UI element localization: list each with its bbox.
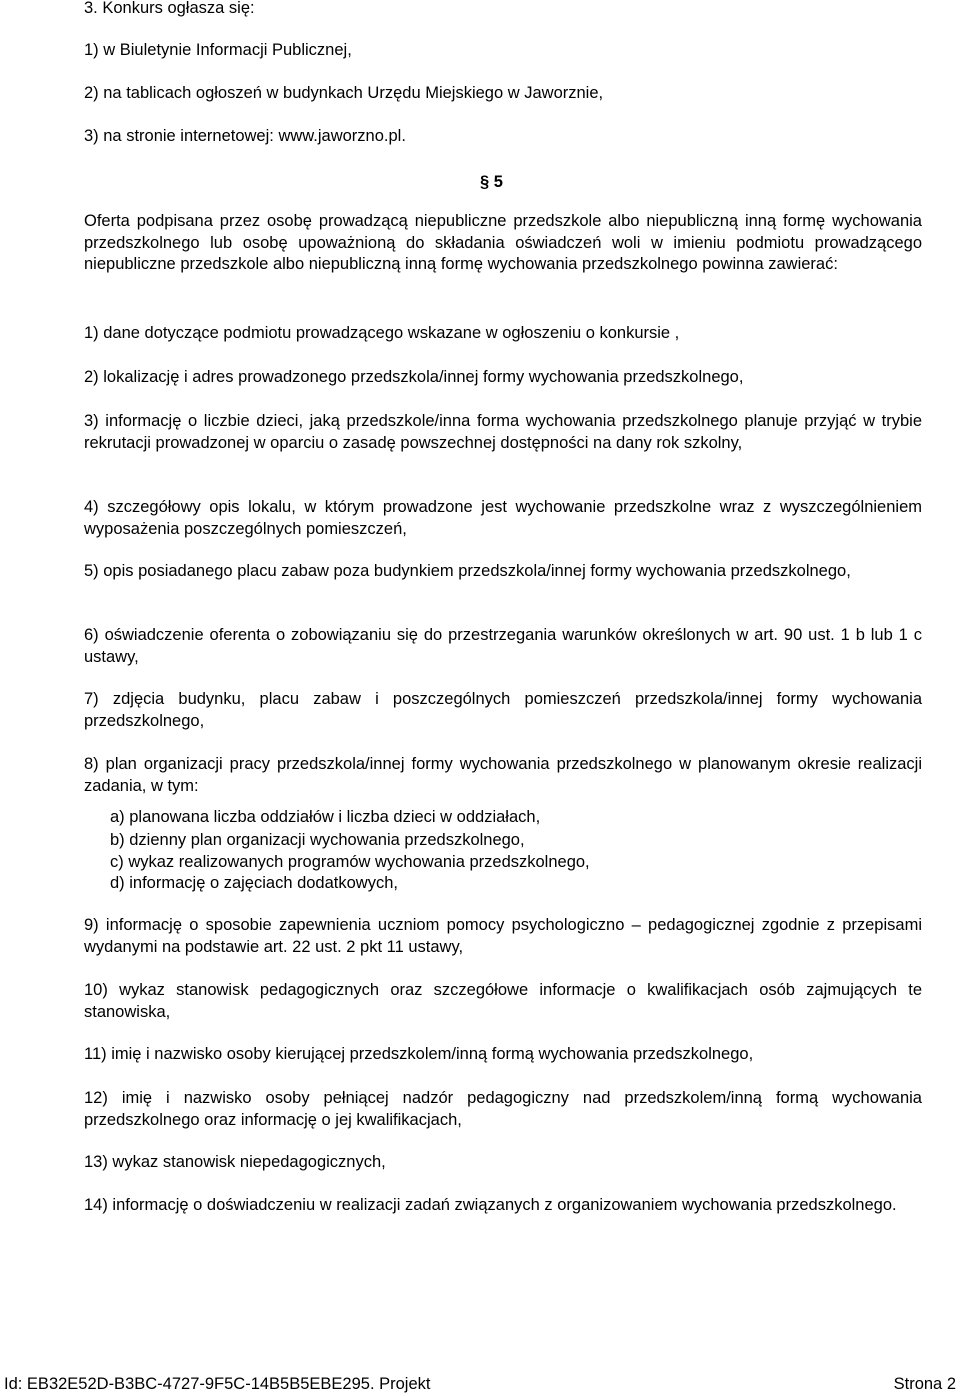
sub-list-item: a) planowana liczba oddziałów i liczba dzieci w oddziałach, [110, 808, 541, 826]
section-symbol: § [480, 173, 490, 191]
sub-list-item: c) wykaz realizowanych programów wychowania przedszkolnego, [110, 853, 590, 871]
list-item: 1) dane dotyczące podmiotu prowadzącego wskazane w ogłoszeniu o konkursie , [84, 324, 680, 342]
announcement-item: 3) na stronie internetowej: www.jaworzno.pl. [84, 127, 406, 145]
list-item: 8) plan organizacji pracy przedszkola/innej formy wychowania przedszkolnego w planowanym okresie realizacji zadania, w tym: [84, 755, 922, 795]
list-item: 5) opis posiadanego placu zabaw poza budynkiem przedszkola/innej formy wychowania przedszkolnego, [84, 562, 851, 580]
list-item: 3) informację o liczbie dzieci, jaką przedszkole/inna forma wychowania przedszkolnego planuje przyjąć w trybie rekrutacji prowadzonej w oparciu o zasadę powszechnej dostępności na dany rok szkolny, [84, 412, 922, 452]
announcement-item: 2) na tablicach ogłoszeń w budynkach Urzędu Miejskiego w Jaworznie, [84, 84, 604, 102]
announcement-heading: 3. Konkurs ogłasza się: [84, 0, 255, 17]
list-item: 2) lokalizację i adres prowadzonego przedszkola/innej formy wychowania przedszkolnego, [84, 368, 744, 386]
list-item: 9) informację o sposobie zapewnienia uczniom pomocy psychologiczno – pedagogicznej zgodnie z przepisami wydanymi na podstawie art. 22 ust. 2 pkt 11 ustawy, [84, 916, 922, 956]
sub-list-item: b) dzienny plan organizacji wychowania przedszkolnego, [110, 831, 525, 849]
list-item: 10) wykaz stanowisk pedagogicznych oraz szczegółowe informacje o kwalifikacjach osób zajmujących te stanowiska, [84, 981, 922, 1021]
list-item: 12) imię i nazwisko osoby pełniącej nadzór pedagogiczny nad przedszkolem/inną formą wychowania przedszkolnego oraz informację o jej kwalifikacjach, [84, 1089, 922, 1129]
list-item: 7) zdjęcia budynku, placu zabaw i poszczególnych pomieszczeń przedszkola/innej formy wychowania przedszkolnego, [84, 690, 922, 730]
footer-page-number: Strona 2 [893, 1375, 956, 1393]
sub-list-item: d) informację o zajęciach dodatkowych, [110, 874, 398, 892]
footer-document-id: Id: EB32E52D-B3BC-4727-9F5C-14B5B5EBE295. Projekt [4, 1375, 431, 1393]
section-intro: Oferta podpisana przez osobę prowadzącą niepubliczne przedszkole albo niepubliczną inną formę wychowania przedszkolnego lub osobę upoważnioną do składania oświadczeń woli w imieniu podmiotu prowadzącego niepubliczne przedszkole albo niepubliczną inną formę wychowania przedszkolnego powinna zawierać: [84, 212, 922, 273]
section-heading [480, 173, 503, 192]
list-item: 11) imię i nazwisko osoby kierującej przedszkolem/inną formą wychowania przedszkolnego, [84, 1045, 754, 1063]
list-item: 6) oświadczenie oferenta o zobowiązaniu się do przestrzegania warunków określonych w art. 90 ust. 1 b lub 1 c ustawy, [84, 626, 922, 666]
list-item: 4) szczegółowy opis lokalu, w którym prowadzone jest wychowanie przedszkolne wraz z wyszczególnieniem wyposażenia poszczególnych pomieszczeń, [84, 498, 922, 538]
list-item: 14) informację o doświadczeniu w realizacji zadań związanych z organizowaniem wychowania przedszkolnego. [84, 1196, 897, 1214]
section-number: 5 [493, 173, 503, 191]
announcement-item: 1) w Biuletynie Informacji Publicznej, [84, 41, 352, 59]
list-item: 13) wykaz stanowisk niepedagogicznych, [84, 1153, 386, 1171]
